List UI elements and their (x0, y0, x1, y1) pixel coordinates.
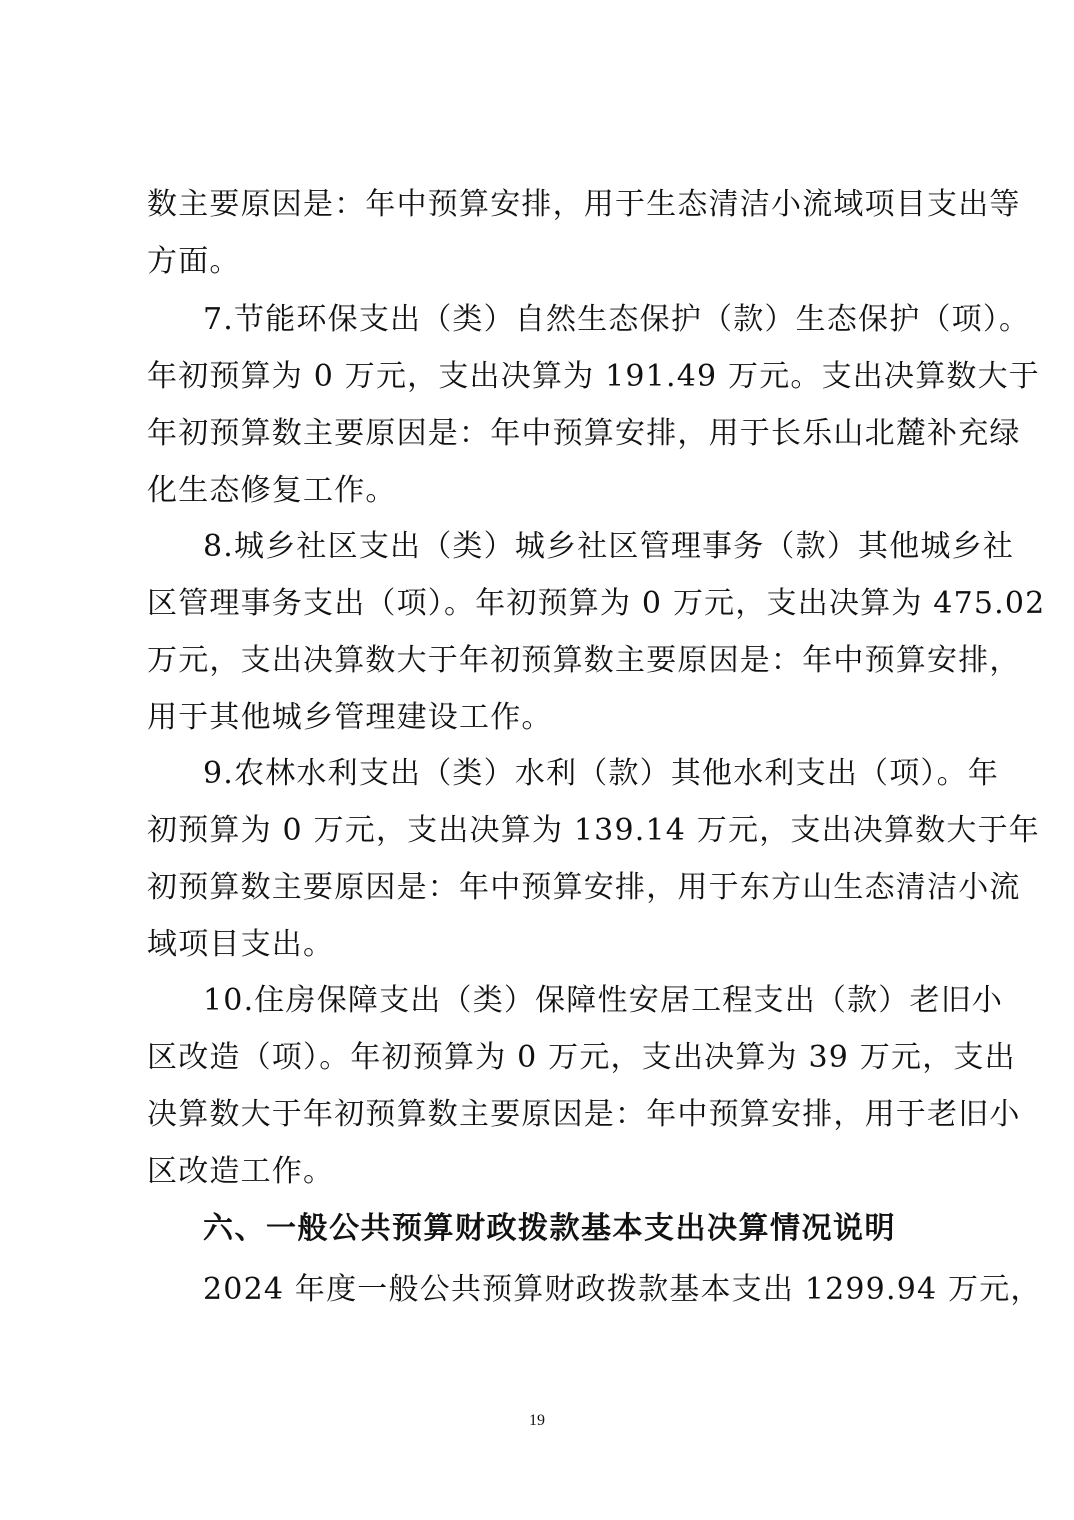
paragraph-9-first-line: 9.农林水利支出（类）水利（款）其他水利支出（项）。年 (203, 756, 1000, 791)
body-text-line: 化生态修复工作。 (147, 473, 397, 508)
section-heading: 六、一般公共预算财政拨款基本支出决算情况说明 (203, 1211, 896, 1246)
body-text-line: 初预算数主要原因是：年中预算安排，用于东方山生态清洁小流 (147, 870, 1021, 905)
body-text-line: 区改造工作。 (147, 1154, 335, 1189)
body-text-line: 年初预算为 0 万元，支出决算为 191.49 万元。支出决算数大于 (147, 359, 1041, 394)
paragraph-8-first-line: 8.城乡社区支出（类）城乡社区管理事务（款）其他城乡社 (203, 529, 1015, 564)
closing-paragraph-line: 2024 年度一般公共预算财政拨款基本支出 1299.94 万元， (203, 1272, 1042, 1307)
page-number: 19 (529, 1412, 545, 1429)
body-text-line: 域项目支出。 (147, 927, 335, 962)
body-text-line: 决算数大于年初预算数主要原因是：年中预算安排，用于老旧小 (147, 1097, 1021, 1132)
body-text-line: 万元，支出决算数大于年初预算数主要原因是：年中预算安排， (147, 643, 1021, 678)
body-text-line: 区改造（项）。年初预算为 0 万元，支出决算为 39 万元，支出 (147, 1040, 1016, 1075)
paragraph-10-first-line: 10.住房保障支出（类）保障性安居工程支出（款）老旧小 (203, 983, 1004, 1018)
body-text-line: 用于其他城乡管理建设工作。 (147, 700, 553, 735)
body-text-line: 方面。 (147, 244, 241, 279)
body-text-line: 数主要原因是：年中预算安排，用于生态清洁小流域项目支出等 (147, 187, 1021, 222)
body-text-line: 区管理事务支出（项）。年初预算为 0 万元，支出决算为 475.02 (147, 586, 1046, 621)
body-text-line: 年初预算数主要原因是：年中预算安排，用于长乐山北麓补充绿 (147, 416, 1021, 451)
paragraph-7-first-line: 7.节能环保支出（类）自然生态保护（款）生态保护（项）。 (203, 302, 1031, 337)
body-text-line: 初预算为 0 万元，支出决算为 139.14 万元，支出决算数大于年 (147, 813, 1041, 848)
